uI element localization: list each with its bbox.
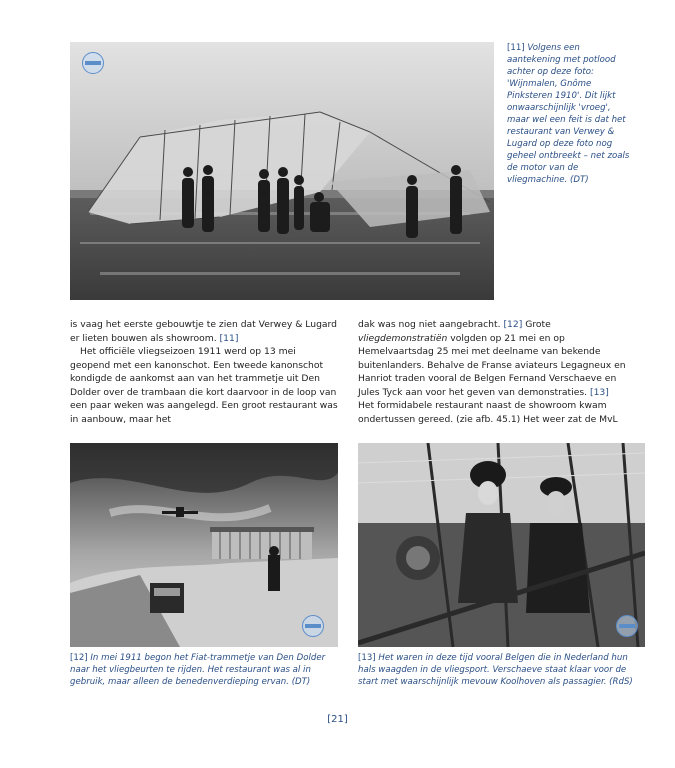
paragraph-3-italic: vliegdemonstratiën — [358, 332, 448, 344]
footnote-ref-11[interactable]: [11] — [219, 332, 239, 344]
paragraph-2: Het officiële vliegseizoen 1911 werd op 13 mei geopend met een kanonschot. Een tweede kanonschot kondigde de aankomst aan van het trammetje uit Den Dolder over de trambaan die kort daarvoor in de loop van een paar weken was aangelegd. Een groot restaurant was in aanbouw, maar het — [70, 346, 338, 425]
paragraph-3-part-4: Het formidabele restaurant naast de showroom kwam ondertussen gereed. (zie afb. 45.1) Het weer zat de MvL — [358, 400, 618, 425]
caption-ref: [12] — [70, 653, 88, 663]
watermark-stamp-icon — [616, 615, 638, 637]
watermark-stamp-icon — [302, 615, 324, 637]
photo-crashed-biplane — [70, 42, 494, 300]
caption-text: Volgens een aantekening met potlood achter op deze foto: 'Wijnmalen, Gnôme Pinksteren 1910'. Dit lijkt onwaarschijnlijk 'vroeg', maar wel een feit is dat het restaurant van Verwey & Lugard op deze foto nog geheel ontbreekt – net zoals de motor van de vliegmachine. (DT) — [507, 43, 630, 185]
paragraph-3-part-3: volgden op 21 mei en op Hemelvaartsdag 25 mei met deelname van bekende buitenlanders. Behalve de Franse aviateurs Legagneux en Hanriot traden vooral de Belgen Fernand Verschaeve en Jules Tyck aan voor het geven van demonstraties. — [358, 332, 626, 398]
caption-text: Het waren in deze tijd vooral Belgen die in Nederland hun hals waagden in de vliegsport. Verschaeve staat klaar voor de start met waarschijnlijk mevouw Koolhoven als passagier. (RdS) — [358, 653, 633, 687]
watermark-stamp-icon — [82, 52, 104, 74]
paragraph-3-part-2: Grote — [525, 319, 551, 330]
caption-ref: [11] — [507, 43, 525, 53]
footnote-ref-13[interactable]: [13] — [589, 386, 609, 398]
body-column-right — [358, 318, 626, 426]
caption-text: In mei 1911 begon het Fiat-trammetje van Den Dolder naar het vliegbeurten te rijden. Het restaurant was al in gebruik, maar alleen de benedenverdieping ervan. (DT) — [70, 653, 326, 687]
photo-tram-restaurant — [70, 443, 338, 647]
paragraph-3 — [358, 318, 626, 426]
caption-ref: [13] — [358, 653, 376, 663]
page-number: [21] — [327, 714, 348, 725]
body-column-left — [70, 318, 338, 426]
paragraph-3-part-1: dak was nog niet aangebracht. — [358, 319, 501, 330]
footnote-ref-12[interactable]: [12] — [503, 319, 523, 330]
caption-photo-12 — [70, 652, 332, 688]
photo-aviator-passenger — [358, 443, 645, 647]
caption-photo-13 — [358, 652, 640, 688]
caption-photo-11 — [507, 42, 635, 186]
paragraph-1 — [70, 318, 338, 345]
paragraph-1-text: is vaag het eerste gebouwtje te zien dat Verwey & Lugard er lieten bouwen als showroom. — [70, 319, 337, 344]
